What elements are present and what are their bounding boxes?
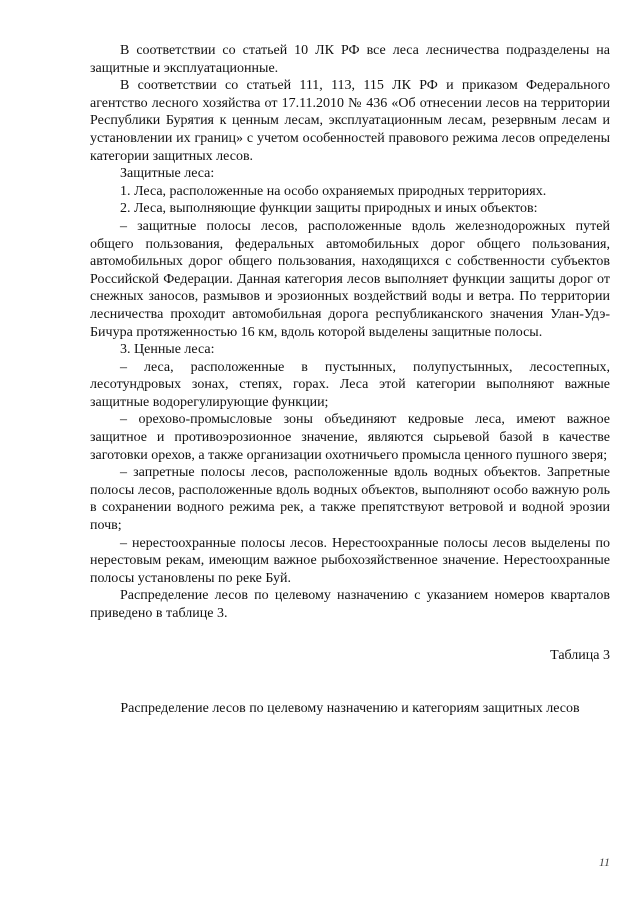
paragraph-steppe-mountain-forests: – леса, расположенные в пустынных, полупустынных, лесостепных, лесотундровых зонах, степях, горах. Леса этой категории выполняют важные защитные водорегулирующие функции; [90,359,610,410]
table-label: Таблица 3 [550,647,610,663]
heading-protective-forests: Защитные леса: [120,166,215,182]
paragraph-spawning-strips: – нерестоохранные полосы лесов. Нерестоохранные полосы лесов выделены по нерестовым рекам, имеющим важное рыбохозяйственное значение. Нерестоохранные полосы установлены по реке Буй. [90,535,610,586]
paragraph-water-strips: – запретные полосы лесов, расположенные вдоль водных объектов. Запретные полосы лесов, расположенные вдоль водных объектов, выполняют особо важную роль в сохранении водного режима рек, а также препятствуют ветровой и водной эрозии почв; [90,465,610,534]
list-item-protection-functions: 2. Леса, выполняющие функции защиты природных и иных объектов: [120,201,538,217]
paragraph-protective-strips: – защитные полосы лесов, расположенные вдоль железнодорожных путей общего пользования, федеральных автомобильных дорог общего пользования, автомобильных дорог общего пользования, находящихся с собственности субъектов Российской Федерации. Данная категория лесов выполняет функции защиты дорог от снежных заносов, размывов и эрозионных воздействий воды и ветра. По территории лесничества проходит автомобильная дорога республиканского значения Улан-Удэ-Бичура протяженностью 16 км, вдоль которой выделены защитные полосы. [90,218,610,340]
list-item-protected-areas: 1. Леса, расположенные на особо охраняемых природных территориях. [120,183,547,199]
paragraph-forest-division: В соответствии со статьей 10 ЛК РФ все леса лесничества подразделены на защитные и эксплуатационные. [90,43,610,76]
list-item-valuable-forests: 3. Ценные леса: [120,342,215,358]
paragraph-distribution-reference: Распределение лесов по целевому назначению с указанием номеров кварталов приведено в таблице 3. [90,588,610,621]
paragraph-nut-harvest-zones: – орехово-промысловые зоны объединяют кедровые леса, имеют важное защитное и противоэрозионное значение, являются сырьевой базой в качестве заготовки орехов, а также организации охотничьего промысла ценного пушного зверя; [90,412,610,463]
table-caption: Распределение лесов по целевому назначению и категориям защитных лесов [120,701,580,717]
page-number: 11 [598,855,610,869]
document-body [90,42,610,718]
paragraph-legal-basis: В соответствии со статьей 111, 113, 115 ЛК РФ и приказом Федерального агентство лесного хозяйства от 17.11.2010 № 436 «Об отнесении лесов на территории Республики Бурятия к ценным лесам, эксплуатационным лесам, резервным лесам и установлении их границ» с учетом особенностей правового режима лесов определены категории защитных лесов. [90,78,610,164]
